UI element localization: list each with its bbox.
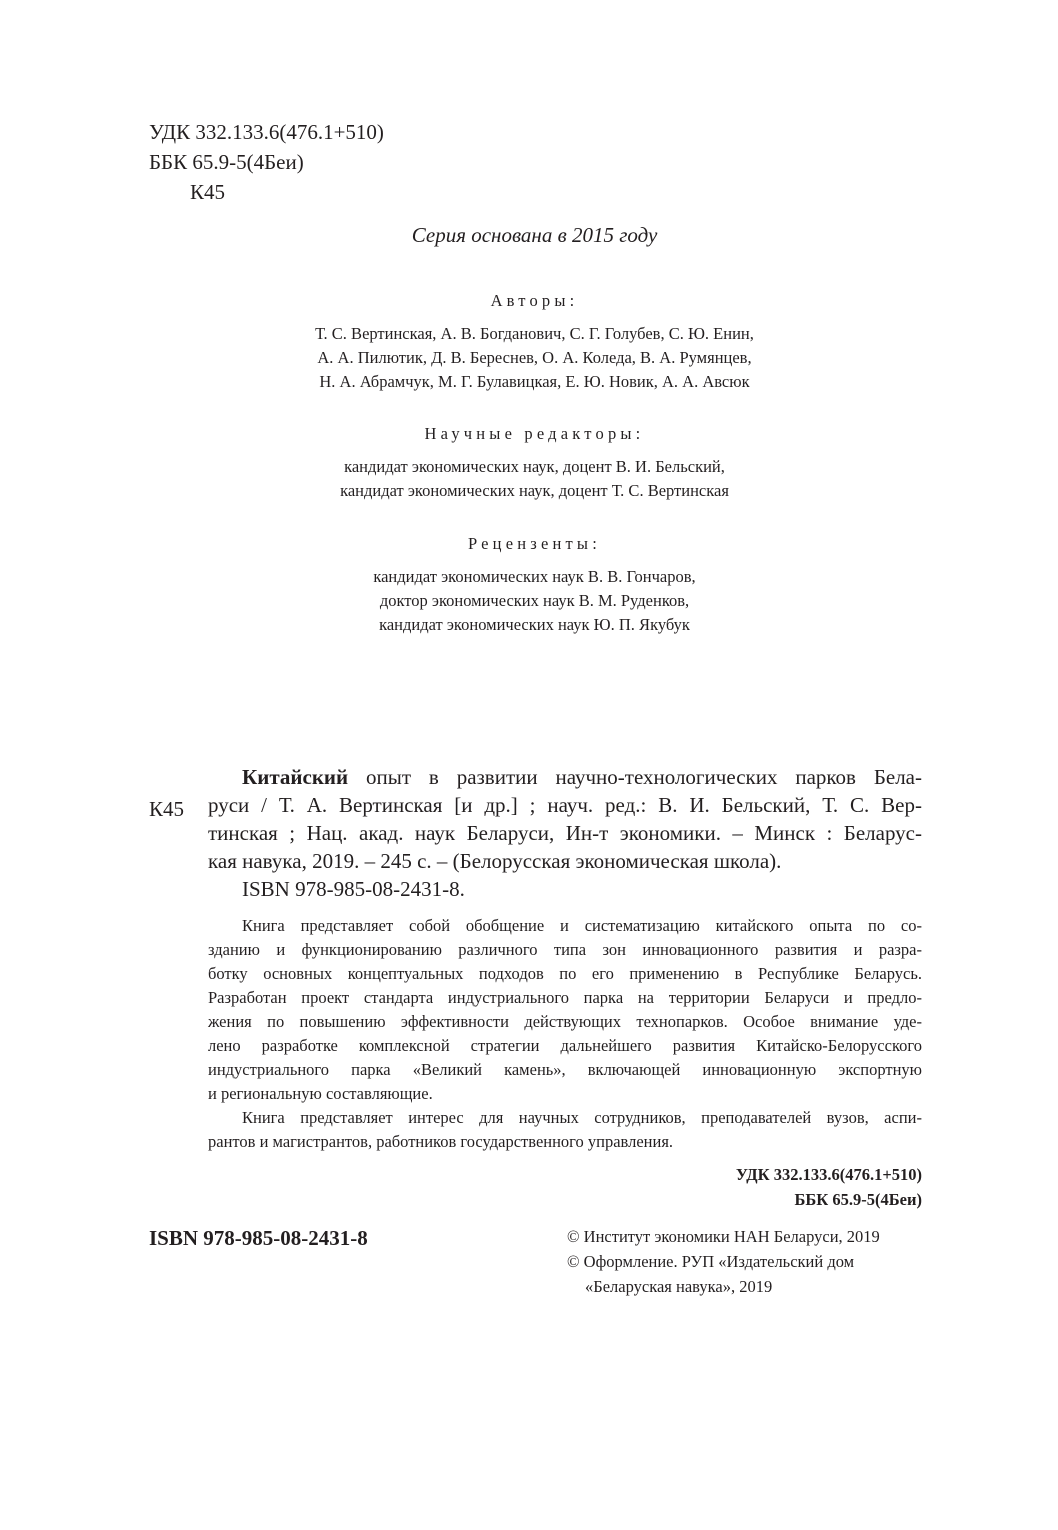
- reviewers-line: кандидат экономических наук В. В. Гончаров,: [373, 567, 696, 586]
- annotation-line: и региональную составляющие.: [208, 1084, 433, 1103]
- authors-section: [0, 289, 1058, 394]
- authors-heading: Авторы:: [490, 291, 579, 310]
- authors-line: Т. С. Вертинская, А. В. Богданович, С. Г. Голубев, С. Ю. Енин,: [315, 324, 754, 343]
- udk-code: УДК 332.133.6(476.1+510): [149, 120, 384, 144]
- bib-title-rest: опыт в развитии научно-технологических парков Бела-: [348, 765, 922, 789]
- annotation-line: Разработан проект стандарта индустриального парка на территории Беларуси и предло-: [208, 988, 922, 1007]
- annotation-line: лено разработке комплексной стратегии дальнейшего развития Китайско-Белорусского: [208, 1036, 922, 1055]
- editors-heading: Научные редакторы:: [424, 424, 645, 443]
- copyright-block: [567, 1224, 880, 1299]
- copyright-line: © Оформление. РУП «Издательский дом: [567, 1252, 855, 1271]
- annotation: [208, 914, 922, 1154]
- annotation-line: зданию и функционированию различного типа зон инновационного развития и разра-: [208, 940, 922, 959]
- series-note: Серия основана в 2015 году: [411, 223, 658, 247]
- bbk-code: ББК 65.9-5(4Беи): [149, 150, 304, 174]
- reviewers-line: кандидат экономических наук Ю. П. Якубук: [379, 615, 690, 634]
- isbn-number: ISBN 978-985-08-2431-8: [149, 1226, 368, 1250]
- annotation-line: Книга представляет собой обобщение и систематизацию китайского опыта по со-: [242, 916, 922, 935]
- authors-line: А. А. Пилютик, Д. В. Береснев, О. А. Коледа, В. А. Румянцев,: [317, 348, 752, 367]
- bottom-codes: [736, 1162, 922, 1212]
- bib-line: тинская ; Нац. акад. наук Беларуси, Ин-т экономики. – Минск : Беларус-: [208, 821, 922, 845]
- copyright-line: «Беларуская навука», 2019: [585, 1277, 773, 1296]
- editors-line: кандидат экономических наук, доцент Т. С. Вертинская: [340, 481, 729, 500]
- annotation-line: ботку основных концептуальных подходов по его применению в Республике Беларусь.: [208, 964, 922, 983]
- bottom-udk-code: УДК 332.133.6(476.1+510): [735, 1165, 922, 1184]
- annotation-line: Книга представляет интерес для научных сотрудников, преподавателей вузов, аспи-: [242, 1108, 922, 1127]
- bib-title-bold: Китайский: [242, 765, 349, 789]
- annotation-line: рантов и магистрантов, работников государственного управления.: [208, 1132, 674, 1151]
- reviewers-section: [0, 532, 1058, 637]
- bib-line: руси / Т. А. Вертинская [и др.] ; науч. ред.: В. И. Бельский, Т. С. Вер-: [208, 793, 922, 817]
- reviewers-heading: Рецензенты:: [467, 534, 602, 553]
- editors-section: [0, 422, 1058, 503]
- bib-line: кая навука, 2019. – 245 с. – (Белорусская экономическая школа).: [208, 849, 782, 873]
- copyright-line: © Институт экономики НАН Беларуси, 2019: [567, 1227, 880, 1246]
- author-mark: К45: [190, 180, 226, 204]
- annotation-line: индустриального парка «Великий камень», включающей инновационную экспортную: [208, 1060, 922, 1079]
- reviewers-line: доктор экономических наук В. М. Руденков,: [379, 591, 690, 610]
- annotation-line: жения по повышению эффективности действующих технопарков. Особое внимание уде-: [208, 1012, 922, 1031]
- authors-line: Н. А. Абрамчук, М. Г. Булавицкая, Е. Ю. Новик, А. А. Авсюк: [319, 372, 750, 391]
- bottom-bbk-code: ББК 65.9-5(4Беи): [794, 1190, 922, 1209]
- bib-isbn: ISBN 978-985-08-2431-8.: [242, 877, 465, 901]
- bib-author-mark: К45: [149, 797, 185, 821]
- bib-line: [208, 763, 922, 791]
- bibliographic-description: [208, 763, 922, 903]
- editors-line: кандидат экономических наук, доцент В. И. Бельский,: [344, 457, 725, 476]
